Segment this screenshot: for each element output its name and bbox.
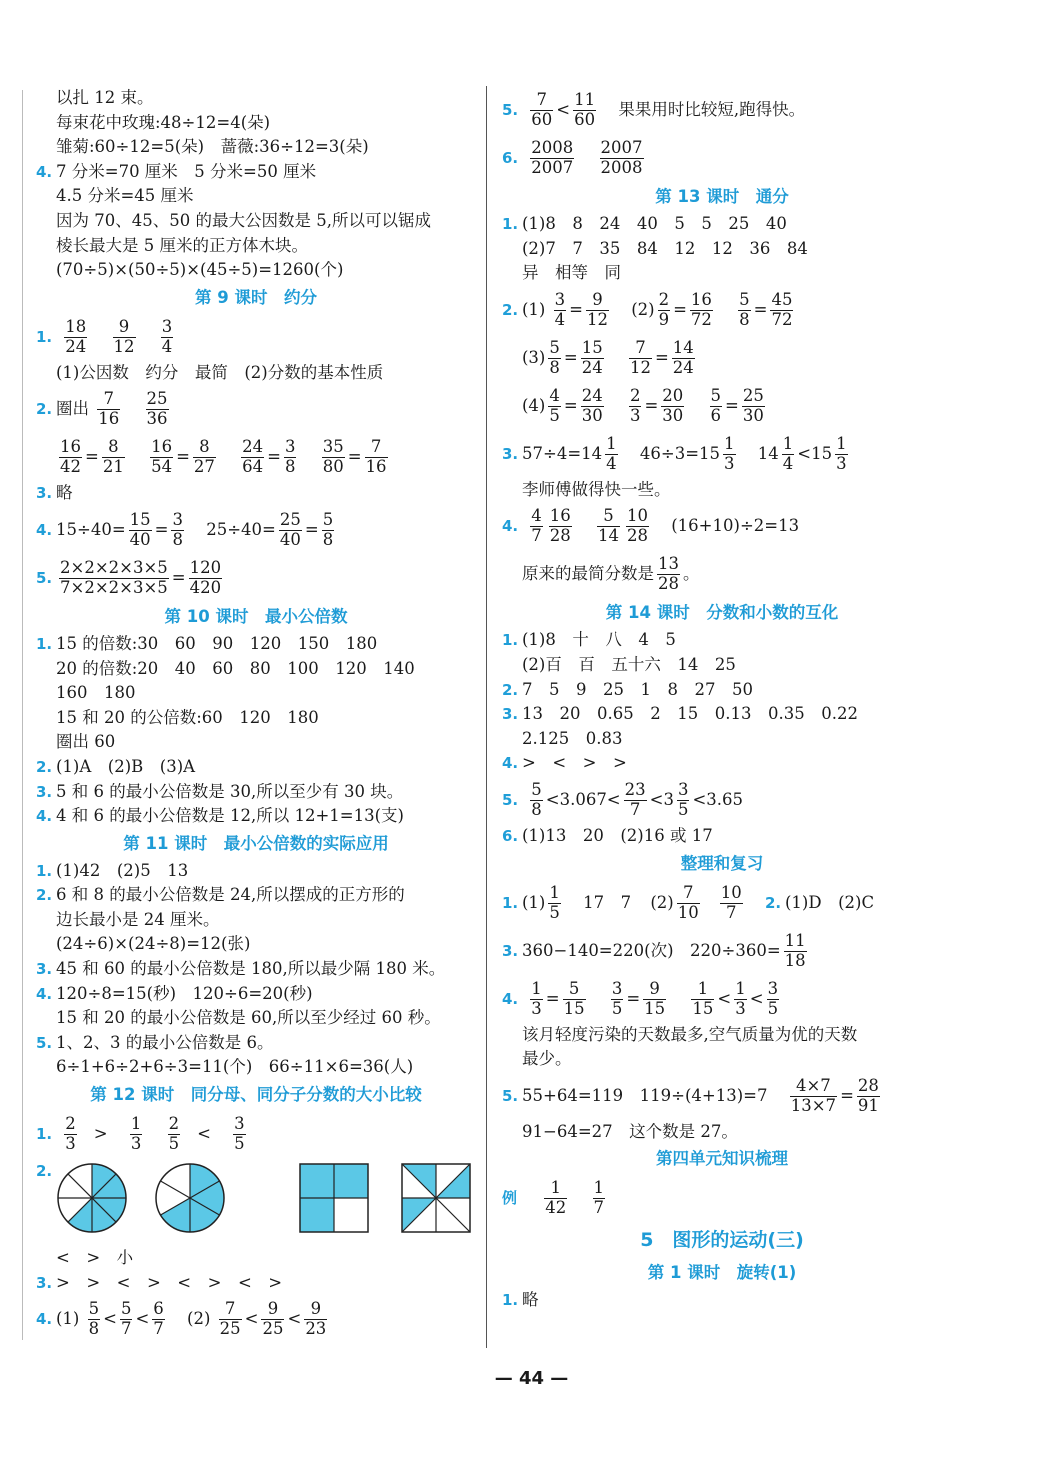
equation-line: (3) $\frac{5}{8}$ = $\frac{15}{24}$ $\frac{7}{12}$ = $\frac{14}{24}$	[522, 337, 694, 377]
fraction: $\frac{5}{8}$	[531, 779, 542, 819]
text-line: 4.5 分米=45 厘米	[56, 186, 194, 206]
fraction: $\frac{9}{12}$	[586, 289, 608, 329]
fraction: $\frac{7}{25}$	[219, 1299, 241, 1339]
fraction: $\frac{7}{16}$	[98, 389, 120, 429]
left-column	[36, 86, 476, 1343]
section-heading-unit-4-summary: 第四单元知识梳理	[656, 1149, 788, 1169]
fraction: $\frac{5}{8}$	[88, 1299, 100, 1339]
fraction: $\frac{2\times 2\times 2\times 3\times 5}{7\times 2\times 2\times 3\times 5}$	[60, 557, 168, 597]
text-line: 15 和 20 的公倍数:60 120 180	[56, 707, 319, 727]
text-line: (2)百 百 五十六 14 25	[522, 654, 736, 674]
fraction: $\frac{3}{8}$	[284, 437, 296, 477]
section-heading-review: 整理和复习	[680, 853, 764, 873]
example-line: 例 $\frac{1}{42}$ $\frac{1}{7}$	[502, 1178, 604, 1218]
fraction: $\frac{3}{5}$	[234, 1114, 245, 1154]
fraction: $\frac{15}{40}$	[129, 509, 151, 549]
item-number: 2.	[36, 400, 53, 419]
text-line: 李师傅做得快一些。	[522, 479, 671, 499]
answer-5: 5. 55+64=119 119÷(4+13)=7 $\frac{4\times 7}{13\times 7}$ = $\frac{28}{91}$	[502, 1075, 879, 1115]
answer-3: 3. 45 和 60 的最小公倍数是 180,所以最少隔 180 米。	[36, 959, 446, 979]
text-line: 原来的最简分数是 $\frac{13}{28}$ 。	[522, 554, 700, 594]
fraction: $\frac{15}{24}$	[581, 337, 603, 377]
text-line: (24÷6)×(24÷8)=12(张)	[56, 934, 251, 954]
fraction: $\frac{16}{28}$	[549, 506, 571, 546]
answer-1-2: 1. (1) $\frac{1}{5}$ 17 7 (2) $\frac{7}{10}$ $\frac{10}{7}$ 2. (1)D (2)C	[502, 882, 875, 922]
text-line: (70÷5)×(50÷5)×(45÷5)=1260(个)	[56, 260, 344, 280]
fraction: $\frac{2}{5}$	[168, 1114, 180, 1154]
text-line: 异 相等 同	[522, 263, 621, 283]
answer-5: 5. $\frac{5}{8}$ <3.067< $\frac{23}{7}$ <3 $\frac{3}{5}$ <3.65	[502, 779, 744, 819]
answer-6: 6. (1)13 20 (2)16 或 17	[502, 825, 713, 845]
fraction: $\frac{16}{72}$	[690, 289, 712, 329]
answer-3: 3. 13 20 0.65 2 15 0.13 0.35 0.22	[502, 704, 858, 724]
fraction: $\frac{5}{14}$	[598, 506, 619, 546]
text-line: (2)7 7 35 84 12 12 36 84	[522, 238, 808, 258]
fraction: $\frac{1}{4}$	[782, 433, 794, 473]
fraction: $\frac{35}{80}$	[322, 437, 344, 477]
fraction: $\frac{5}{8}$	[549, 337, 560, 377]
answer-1: 1. (1)42 (2)5 13	[36, 860, 189, 880]
equation-line: $\frac{16}{42}$ = $\frac{8}{21}$ $\frac{16}{54}$ = $\frac{8}{27}$ $\frac{24}{64}$ = $\frac{3}{8}$ $\frac{35}{80}$ = $\frac{7}{16}$	[60, 437, 387, 477]
fraction: $\frac{5}{8}$	[739, 289, 750, 329]
answer-3: 3. > > < > < > < >	[36, 1272, 283, 1292]
answer-1	[36, 313, 476, 361]
fraction: $\frac{28}{91}$	[857, 1075, 879, 1115]
fraction: $\frac{16}{54}$	[151, 437, 173, 477]
fraction: $\frac{3}{5}$	[611, 978, 623, 1018]
fraction: $\frac{1}{3}$	[735, 978, 746, 1018]
fraction: $\frac{23}{7}$	[624, 779, 646, 819]
answer-4	[36, 160, 476, 185]
answer-4: 4. 4 和 6 的最小公倍数是 12,所以 12+1=13(支)	[36, 806, 404, 826]
answer-2-shapes: 2.	[36, 1158, 476, 1246]
answer-5: 5. 1、2、3 的最小公倍数是 6。	[36, 1032, 274, 1052]
fraction: $\frac{1}{3}$	[531, 978, 542, 1018]
fraction: $\frac{5}{6}$	[710, 385, 722, 425]
answer-1: 1. 略	[502, 1290, 539, 1310]
fraction: $\frac{5}{15}$	[563, 978, 585, 1018]
fraction: $\frac{2007}{2008}$	[600, 138, 643, 177]
fraction: $\frac{7}{60}$	[531, 90, 553, 129]
chapter-heading: 5 图形的运动(三)	[640, 1229, 804, 1252]
fraction: $\frac{3}{5}$	[677, 779, 689, 819]
fraction: $\frac{25}{30}$	[742, 385, 764, 425]
answer-2: 2. 6 和 8 的最小公倍数是 24,所以摆成的正方形的	[36, 885, 405, 905]
text-line: 该月轻度污染的天数最多,空气质量为优的天数	[522, 1024, 858, 1044]
fraction: $\frac{1}{3}$	[130, 1114, 142, 1154]
section-heading-rotation: 第 1 课时 旋转(1)	[647, 1263, 797, 1283]
text-line: 15 和 20 的最小公倍数是 60,所以至少经过 60 秒。	[56, 1008, 441, 1028]
section-heading-lesson-11: 第 11 课时 最小公倍数的实际应用	[123, 833, 389, 853]
answer-4: 4. 15÷40= $\frac{15}{40}$ = $\frac{3}{8}$ 25÷40= $\frac{25}{40}$ = $\frac{5}{8}$	[36, 509, 334, 549]
fraction: $\frac{10}{7}$	[720, 882, 742, 922]
fraction: $\frac{14}{24}$	[672, 337, 694, 377]
answer-3: 3. 5 和 6 的最小公倍数是 30,所以至少有 30 块。	[36, 781, 404, 801]
answer-3: 3. 略	[36, 483, 73, 503]
section-heading-lesson-14: 第 14 课时 分数和小数的互化	[605, 603, 839, 623]
answer-2: 2. (1)A (2)B (3)A	[36, 756, 196, 776]
section-heading-lesson-12: 第 12 课时 同分母、同分子分数的大小比较	[90, 1085, 422, 1105]
circle-divided-8-shaded	[56, 1162, 128, 1234]
fraction: $\frac{1}{7}$	[593, 1178, 604, 1218]
text-line: 棱长最大是 5 厘米的正方体木块。	[56, 235, 308, 255]
fraction: $\frac{11}{60}$	[574, 90, 596, 129]
fraction: $\frac{5}{7}$	[120, 1299, 132, 1339]
text-line: 最少。	[522, 1049, 572, 1069]
fraction: $\frac{1}{42}$	[545, 1178, 567, 1218]
fraction: $\frac{120}{420}$	[189, 557, 222, 597]
fraction: $\frac{24}{64}$	[242, 437, 264, 477]
section-heading-lesson-9: 第 9 课时 约分	[195, 287, 317, 307]
answer-4: 4. $\frac{1}{3}$ = $\frac{5}{15}$ $\frac{3}{5}$ = $\frac{9}{15}$ $\frac{1}{15}$ < $\frac{1}{3}$ < $\frac{3}{5}$	[502, 978, 779, 1018]
fraction: $\frac{2}{3}$	[65, 1114, 76, 1154]
item-number: 1.	[36, 327, 53, 346]
fraction: $\frac{7}{16}$	[365, 437, 387, 477]
section-heading-lesson-10: 第 10 课时 最小公倍数	[164, 606, 348, 626]
fraction: $\frac{16}{42}$	[60, 437, 81, 477]
fraction: $\frac{8}{21}$	[102, 437, 124, 477]
fraction: $\frac{2}{3}$	[629, 385, 641, 425]
fraction: $\frac{3}{4}$	[554, 289, 566, 329]
text-line: 2.125 0.83	[522, 728, 623, 748]
answer-3: 3. 360−140=220(次) 220÷360= $\frac{11}{18}$	[502, 930, 806, 970]
fraction: $\frac{1}{4}$	[606, 433, 617, 473]
answer-1: 1. (1)8 十 八 4 5	[502, 630, 676, 650]
text-line: 91−64=27 这个数是 27。	[522, 1121, 738, 1141]
text-line: 圈出 60	[56, 732, 116, 752]
fraction: $\frac{4}{7}$	[531, 506, 542, 546]
right-column	[502, 86, 942, 1313]
text-line: 边长最小是 24 厘米。	[56, 909, 220, 929]
fraction: $\frac{7}{10}$	[677, 882, 699, 922]
answer-5: 5. $\frac{7}{60}$ < $\frac{11}{60}$ 果果用时比较短,跑得快。	[502, 90, 806, 129]
text-line: 20 的倍数:20 40 60 80 100 120 140	[56, 658, 415, 678]
equation-line: (4) $\frac{4}{5}$ = $\frac{24}{30}$ $\frac{2}{3}$ = $\frac{20}{30}$ $\frac{5}{6}$ = $\frac{25}{30}$	[522, 385, 764, 425]
answer-2: 2. 7 5 9 25 1 8 27 50	[502, 679, 753, 699]
fraction: $\frac{25}{40}$	[279, 509, 301, 549]
fraction: $\frac{3}{4}$	[161, 316, 173, 356]
fraction: $\frac{9}{23}$	[305, 1299, 327, 1339]
page-edge-line	[22, 90, 23, 1340]
answer-1: 1. (1)8 8 24 40 5 5 25 40	[502, 214, 787, 233]
fraction: $\frac{18}{24}$	[65, 316, 87, 356]
circle-divided-6-shaded	[154, 1162, 226, 1234]
answer-6: 6. $\frac{2008}{2007}$ $\frac{2007}{2008}$	[502, 138, 643, 177]
fraction: $\frac{6}{7}$	[153, 1299, 164, 1339]
text-line: < > 小	[56, 1248, 134, 1268]
answer-1: 1. $\frac{2}{3}$ > $\frac{1}{3}$ $\frac{2}{5}$ < $\frac{3}{5}$	[36, 1114, 245, 1154]
answer-4: 4. > < > >	[502, 753, 627, 773]
answer-2: 2. 圈出 $\frac{7}{16}$ $\frac{25}{36}$	[36, 385, 476, 433]
text-line: 雏菊:60÷12=5(朵) 蔷薇:36÷12=3(朵)	[56, 137, 369, 157]
fraction: $\frac{11}{18}$	[784, 930, 806, 970]
text-line: (1)公因数 约分 最简 (2)分数的基本性质	[56, 362, 384, 382]
fraction: $\frac{1}{3}$	[836, 433, 847, 473]
fraction: $\frac{4}{5}$	[549, 385, 560, 425]
fraction: $\frac{3}{8}$	[172, 509, 183, 549]
answer-5: 5. $\frac{2\times 2\times 2\times 3\times 5}{7\times 2\times 2\times 3\times 5}$ = $\frac{120}{420}$	[36, 557, 222, 597]
fraction: $\frac{9}{15}$	[644, 978, 666, 1018]
square-divided-4-shaded	[298, 1162, 370, 1234]
text-line: 每束花中玫瑰:48÷12=4(朵)	[56, 112, 271, 132]
text-line: 以扎 12 束。	[56, 88, 154, 107]
item-number: 4.	[36, 162, 53, 181]
fraction: $\frac{20}{30}$	[662, 385, 684, 425]
square-divided-8-shaded	[400, 1162, 472, 1234]
fraction: $\frac{3}{5}$	[767, 978, 779, 1018]
answer-1: 1. 15 的倍数:30 60 90 120 150 180	[36, 633, 378, 653]
fraction: $\frac{1}{5}$	[549, 882, 560, 922]
fraction: $\frac{13}{28}$	[658, 554, 679, 594]
fraction: $\frac{24}{30}$	[581, 385, 603, 425]
fraction: $\frac{7}{12}$	[629, 337, 651, 377]
fraction: $\frac{25}{36}$	[146, 389, 168, 429]
answer-4: 4. $\frac{4}{7}$ $\frac{16}{28}$ $\frac{5}{14}$ $\frac{10}{28}$ (16+10)÷2=13	[502, 506, 800, 546]
fraction: $\frac{10}{28}$	[627, 506, 648, 546]
fraction: $\frac{5}{8}$	[322, 509, 334, 549]
answer-4: 4. (1) $\frac{5}{8}$ < $\frac{5}{7}$ < $\frac{6}{7}$ (2) $\frac{7}{25}$ < $\frac{9}{25}$ < $\frac{9}{23}$	[36, 1299, 327, 1339]
fraction: $\frac{2008}{2007}$	[531, 138, 574, 177]
section-heading-lesson-13: 第 13 课时 通分	[655, 187, 789, 206]
fraction: $\frac{2}{9}$	[658, 289, 670, 329]
fraction: $\frac{8}{27}$	[193, 437, 215, 477]
answer-2: 2. (1) $\frac{3}{4}$ = $\frac{9}{12}$ (2) $\frac{2}{9}$ = $\frac{16}{72}$ $\frac{5}{8}$ = $\frac{45}{72}$	[502, 289, 793, 329]
fraction: $\frac{9}{25}$	[262, 1299, 284, 1339]
text-line: 因为 70、45、50 的最大公因数是 5,所以可以锯成	[56, 210, 431, 230]
text: 7 分米=70 厘米 5 分米=50 厘米	[56, 161, 317, 181]
fraction: $\frac{1}{3}$	[724, 433, 735, 473]
page-number: — 44 —	[494, 1368, 569, 1389]
fraction: $\frac{1}{15}$	[692, 978, 714, 1018]
fraction: $\frac{45}{72}$	[771, 289, 793, 329]
answer-4: 4. 120÷8=15(秒) 120÷6=20(秒)	[36, 983, 313, 1003]
fraction: $\frac{4\times 7}{13\times 7}$	[790, 1075, 837, 1115]
text-line: 6÷1+6÷2+6÷3=11(个) 66÷11×6=36(人)	[56, 1057, 414, 1077]
column-divider	[486, 86, 487, 1348]
text-line: 160 180	[56, 683, 136, 703]
fraction: $\frac{9}{12}$	[113, 316, 135, 356]
answer-3: 3. 57÷4=14 $\frac{1}{4}$ 46÷3=15 $\frac{1}{3}$ 14 $\frac{1}{4}$ <15 $\frac{1}{3}$	[502, 433, 847, 473]
